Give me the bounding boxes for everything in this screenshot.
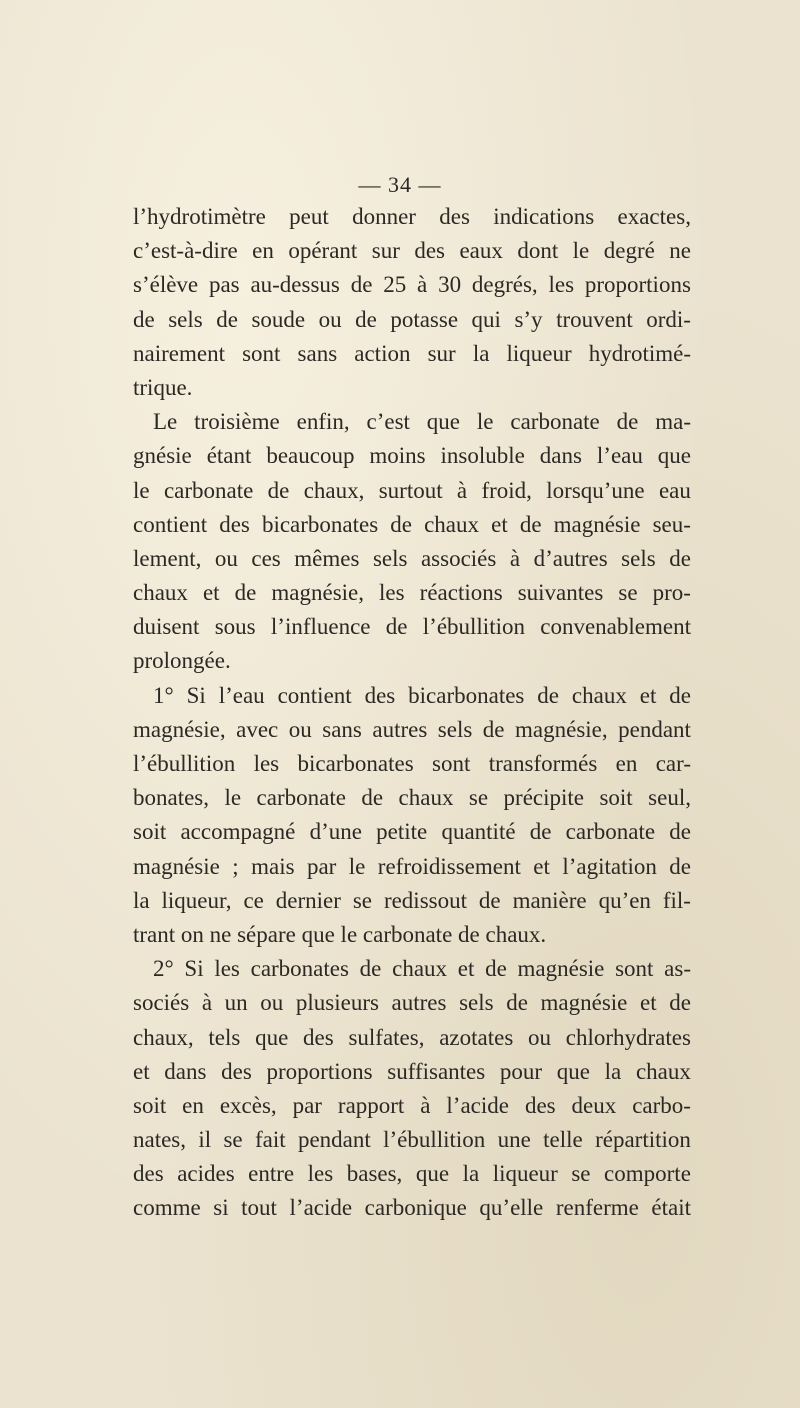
text-line: Le troisième enfin, c’est que le carbonate de ma- xyxy=(153,409,691,435)
text-line: des acides entre les bases, que la liqueur se comporte xyxy=(133,1161,691,1187)
page-number: — 34 — xyxy=(358,172,442,197)
text-line: soit en excès, par rapport à l’acide des deux carbo- xyxy=(133,1092,691,1118)
text-line: sociés à un ou plusieurs autres sels de magnésie et de xyxy=(133,990,691,1016)
text-line: nates, il se fait pendant l’ébullition une telle répartition xyxy=(133,1127,691,1153)
text-line: l’ébullition les bicarbonates sont transformés en car- xyxy=(133,751,691,776)
text-line: de sels de soude ou de potasse qui s’y trouvent ordi- xyxy=(133,306,691,332)
text-line: nairement sont sans action sur la liqueur hydrotimé- xyxy=(133,340,691,366)
text-line: 2° Si les carbonates de chaux et de magnésie sont as- xyxy=(153,956,691,982)
text-line: comme si tout l’acide carbonique qu’elle renferme était xyxy=(133,1195,691,1221)
text-line: contient des bicarbonates de chaux et de magnésie seu- xyxy=(133,511,691,537)
text-line: trant on ne sépare que le carbonate de chaux. xyxy=(133,921,547,947)
text-line: c’est-à-dire en opérant sur des eaux dont le degré ne xyxy=(133,238,691,264)
text-line: magnésie, avec ou sans autres sels de magnésie, pendant xyxy=(133,716,691,742)
text-line: et dans des proportions suffisantes pour que la chaux xyxy=(133,1058,691,1084)
text-line: s’élève pas au-dessus de 25 à 30 degrés, les proportions xyxy=(133,272,691,298)
text-line: chaux, tels que des sulfates, azotates ou chlorhydrates xyxy=(133,1024,691,1050)
text-line: trique. xyxy=(133,374,193,400)
text-line: prolongée. xyxy=(133,648,231,674)
text-line: bonates, le carbonate de chaux se précipite soit seul, xyxy=(133,785,691,811)
text-line: lement, ou ces mêmes sels associés à d’autres sels de xyxy=(133,545,691,571)
text-line: le carbonate de chaux, surtout à froid, lorsqu’une eau xyxy=(133,477,691,503)
text-line: la liqueur, ce dernier se redissout de manière qu’en fil- xyxy=(133,887,691,913)
text-line: magnésie ; mais par le refroidissement et l’agitation de xyxy=(133,853,691,879)
text-line: duisent sous l’influence de l’ébullition convenablement xyxy=(133,614,691,640)
body-text xyxy=(133,200,691,1226)
text-line: chaux et de magnésie, les réactions suivantes se pro- xyxy=(133,580,691,606)
text-line: gnésie étant beaucoup moins insoluble dans l’eau que xyxy=(133,443,691,469)
text-line: soit accompagné d’une petite quantité de carbonate de xyxy=(133,819,691,845)
text-line: l’hydrotimètre peut donner des indications exactes, xyxy=(133,204,691,229)
text-line: 1° Si l’eau contient des bicarbonates de chaux et de xyxy=(153,682,691,708)
